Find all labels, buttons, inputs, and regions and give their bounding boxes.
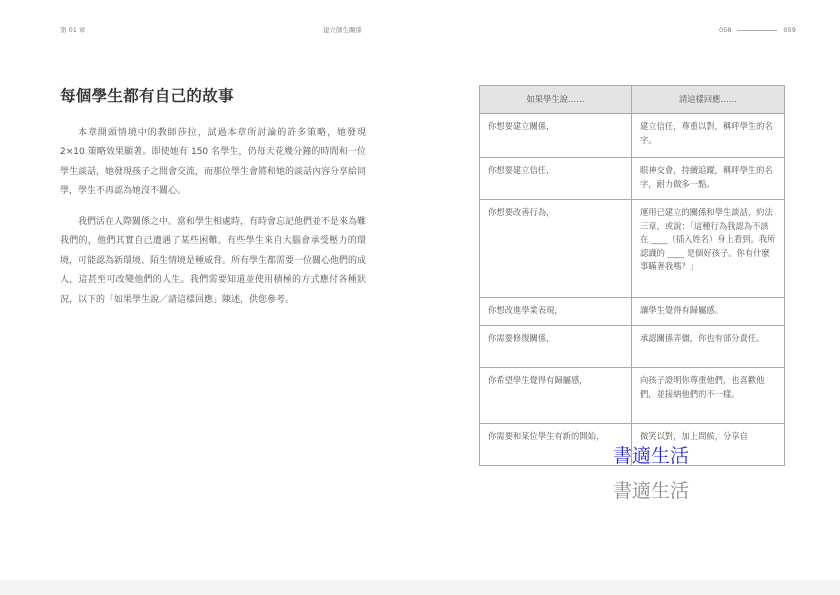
response-table [479,85,785,466]
table-cell-response: 眼神交會，持續追蹤，稱呼學生的名字，耐力做多一點。 [632,158,785,200]
table-cell-response: 運用已建立的關係和學生談話，約法三章，或說：「這種行為我認為不該在 ____（插入姓名）身上看到。我所認識的 ____ 是個好孩子。你有什麼事瞞著我嗎？」 [632,200,785,298]
page-number-rule [737,30,777,31]
page-bottom-edge [0,580,840,595]
table-row [480,114,785,158]
watermark-gray: 書適生活 [613,480,690,502]
section-title: 每個學生都有自己的故事 [60,87,234,105]
running-title: 建立師生關係 [323,26,362,34]
table-cell-response: 建立信任，尊重以對，稱呼學生的名字。 [632,114,785,158]
page-number-left: 058 [719,26,732,34]
table-cell-situation: 你需要修復關係， [480,326,632,368]
table-row [480,368,785,424]
watermark-blue: 書適生活 [613,445,690,467]
table-header-if-student-says: 如果學生說…… [480,86,632,114]
body-paragraph-1: 本章開頭情境中的教師莎拉，試過本章所討論的許多策略，她發現 2×10 策略效果顯著。即使她有 150 名學生，仍每天花幾分鐘的時間和一位學生談話，她發現孩子之間會交流，而那位學生會將和她的談話內容分享給同學，學生不再認為她沒不關心。 [60,128,367,197]
chapter-label: 第 01 章 [60,26,86,34]
table-cell-situation: 你需要和某位學生有新的開始， [480,424,632,466]
body-paragraph-2: 我們活在人際關係之中。當和學生相處時，有時會忘記他們並不是來為難我們的，他們其實自己遭遇了某些困難。有些學生來自大腦會承受壓力的環境，可能認為新環境、陌生情境是種威脅。所有學生都需要一位關心他們的成人，這甚至可改變他們的人生。我們需要知道並使用積極的方式應付各種狀況，以下的「如果學生說／請這樣回應」陳述，供您參考。 [60,217,367,305]
table-row [480,298,785,326]
table-row [480,200,785,298]
table-row [480,326,785,368]
page-numbers [719,26,796,34]
table-cell-situation: 你希望學生覺得有歸屬感， [480,368,632,424]
table-cell-situation: 你想要建立信任， [480,158,632,200]
page-number-right: 059 [783,26,796,34]
table-cell-situation: 你想改進學業表現， [480,298,632,326]
table-cell-response: 微笑以對，加上問候，分享自 [632,424,785,466]
table-cell-situation: 你想要建立關係， [480,114,632,158]
table-row [480,158,785,200]
table-header-row [480,86,785,114]
table-header-respond-this-way: 請這樣回應…… [632,86,785,114]
table-cell-response: 向孩子證明你尊重他們，也喜歡他們，並接納他們的不一樣。 [632,368,785,424]
table-cell-response: 讓學生覺得有歸屬感。 [632,298,785,326]
table-cell-response: 承認關係弄僵，你也有部分責任。 [632,326,785,368]
table-cell-situation: 你想要改善行為， [480,200,632,298]
